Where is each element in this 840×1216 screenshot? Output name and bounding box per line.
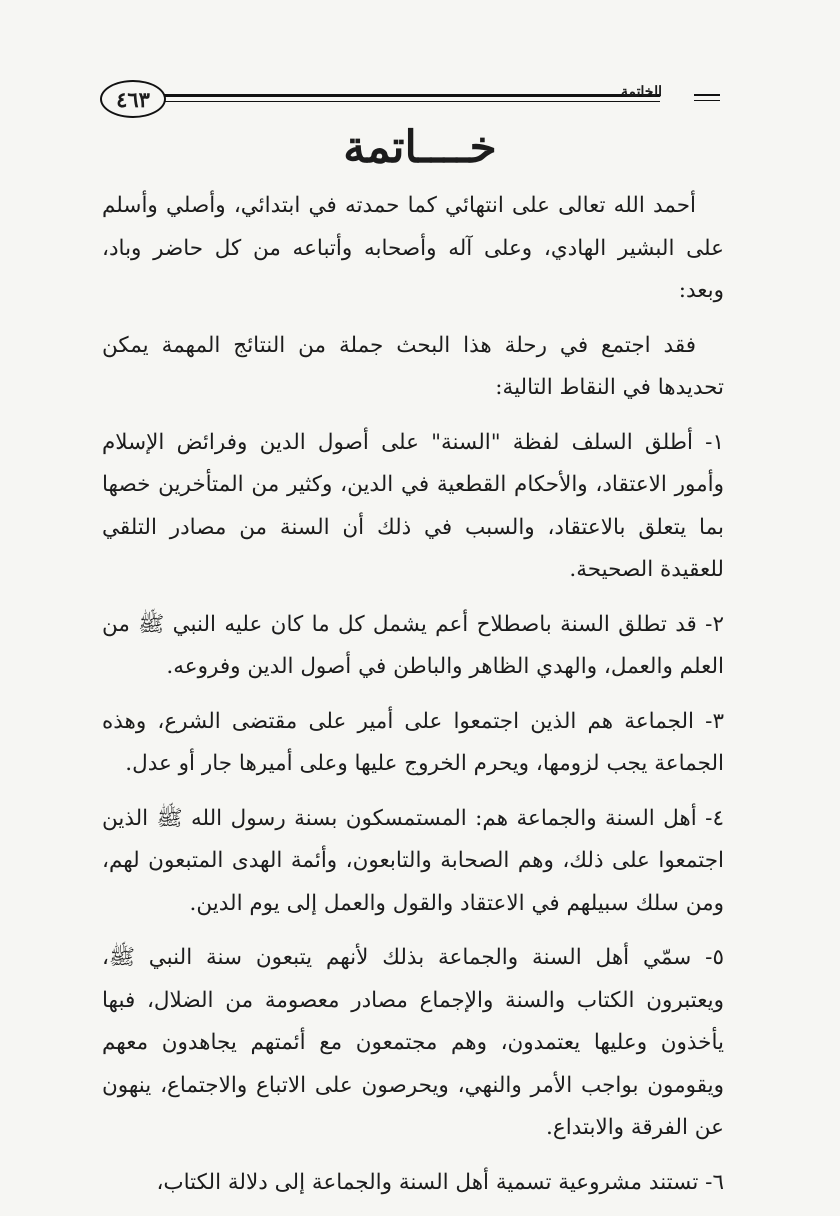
chapter-title: خــــاتمة [343, 122, 497, 173]
header-short-rule [694, 94, 720, 96]
point-1: ١- أطلق السلف لفظة "السنة" على أصول الدين وفرائض الإسلام وأمور الاعتقاد، والأحكام القطعية في الدين، وكثير من المتأخرين خصها بما يتعلق بالاعتقاد، والسبب في ذلك أن السنة من مصادر التلقي للعقيدة الصحيحة. [102, 429, 724, 582]
paragraph-intro: أحمد الله تعالى على انتهائي كما حمدته في ابتدائي، وأصلي وأسلم على البشير الهادي، وعلى آله وأصحابه وأتباعه من كل حاضر وباد، وبعد: [102, 193, 724, 303]
header-rule-thin [164, 101, 660, 102]
paragraph-results-intro: فقد اجتمع في رحلة هذا البحث جملة من النتائج المهمة يمكن تحديدها في النقاط التالية: [102, 332, 724, 400]
page-number: ٤٦٣ [100, 80, 166, 118]
point-5: ٥- سمّي أهل السنة والجماعة بذلك لأنهم يتبعون سنة النبي ﷺ، ويعتبرون الكتاب والسنة والإجماع مصادر معصومة من الضلال، فبها يأخذون وعليها يعتمدون، وهم مجتمعون مع أئمتهم يجاهدون معهم ويقومون بواجب الأمر والنهي، ويحرصون على الاتباع والاجتماع، ينهون عن الفرقة والابتداع. [102, 945, 724, 1140]
running-title: الخاتمة [621, 84, 662, 100]
point-2: ٢- قد تطلق السنة باصطلاح أعم يشمل كل ما كان عليه النبي ﷺ من العلم والعمل، والهدي الظاهر والباطن في أصول الدين وفروعه. [102, 611, 725, 679]
page-header [100, 80, 720, 124]
body-text [102, 185, 724, 1216]
point-3: ٣- الجماعة هم الذين اجتمعوا على أمير على مقتضى الشرع، وهذه الجماعة يجب لزومها، ويحرم الخروج عليها وعلى أميرها جار أو عدل. [102, 708, 724, 776]
header-rule-thick [164, 94, 660, 97]
point-6: ٦- تستند مشروعية تسمية أهل السنة والجماعة إلى دلالة الكتاب، [156, 1169, 724, 1195]
point-4: ٤- أهل السنة والجماعة هم: المستمسكون بسنة رسول الله ﷺ الذين اجتمعوا على ذلك، وهم الصحابة والتابعون، وأئمة الهدى المتبعون لهم، ومن سلك سبيلهم في الاعتقاد والقول والعمل إلى يوم الدين. [102, 805, 724, 916]
header-short-rule-thin [694, 100, 720, 101]
